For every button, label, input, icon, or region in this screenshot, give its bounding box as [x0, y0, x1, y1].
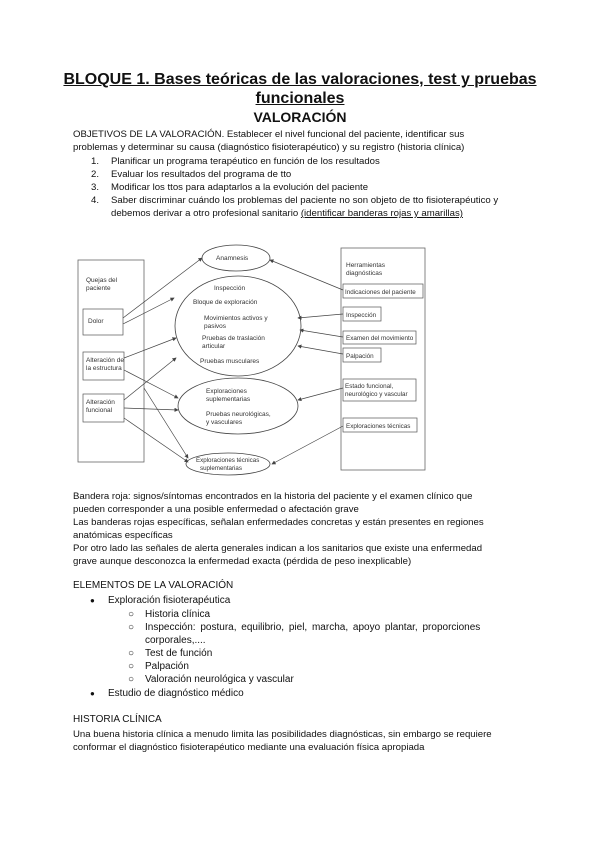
alteracion-funcional-line-1: Alteración — [86, 399, 115, 406]
title-line-1: BLOQUE 1. Bases teóricas de las valoraciones, test y pruebas — [63, 71, 537, 88]
examen-label: Examen del movimiento — [346, 335, 414, 342]
indicaciones-label: Indicaciones del paciente — [345, 289, 416, 296]
neurologicas-line-1: Pruebas neurológicas, — [206, 411, 271, 418]
exploraciones-line-1: Exploraciones — [206, 388, 247, 395]
estado-line-1: Estado funcional, — [345, 383, 394, 390]
r-tecnicas-label: Exploraciones técnicas — [346, 423, 411, 430]
movimientos-line-2: pasivos — [204, 323, 227, 330]
arrow-examen-exploracion — [300, 330, 343, 337]
sub-item-text: Historia clínica — [145, 609, 211, 620]
exploraciones-line-2: suplementarias — [206, 396, 251, 403]
list-number: 3. — [91, 182, 100, 193]
bandera-line: pueden corresponder a una posible enfermedad o afectación grave — [73, 504, 359, 515]
sub-item-text: corporales,.... — [145, 635, 206, 646]
list-item — [91, 194, 528, 207]
sub-item-text: Valoración neurológica y vascular — [145, 674, 294, 685]
historia-line-1: Una buena historia clínica a menudo limita las posibilidades diagnósticas, sin embargo se requiere — [73, 729, 492, 740]
traslacion-line-2: articular — [202, 343, 226, 350]
arrow-inspeccion-exploracion — [298, 314, 343, 318]
exploracion-label: Exploración fisioterapéutica — [108, 595, 231, 606]
elementos-list — [90, 594, 530, 704]
left-title-line-2: paciente — [86, 285, 111, 292]
list-item — [91, 168, 528, 181]
bloque-label: Bloque de exploración — [193, 299, 258, 306]
sub-item-text: Test de función — [145, 648, 213, 659]
list-text: Evaluar los resultados del programa de tto — [111, 169, 292, 180]
list-item — [128, 660, 528, 673]
tecnicas-line-2: suplementarias — [200, 465, 242, 472]
traslacion-line-1: Pruebas de traslación — [202, 335, 265, 342]
objetivos-line-1: OBJETIVOS DE LA VALORACIÓN. Establecer el nivel funcional del paciente, identificar sus — [73, 129, 465, 140]
objetivos-line-2: problemas y determinar su causa (diagnóstico fisioterapéutico) y su registro (historia clínica) — [73, 142, 465, 153]
list-text: Modificar los ttos para adaptarlos a la evolución del paciente — [111, 182, 369, 193]
bullet-icon: ● — [90, 596, 95, 605]
arrow-estado-exploraciones — [298, 388, 343, 400]
list-item — [128, 621, 528, 634]
arrow-tecnicas-tecnicas — [272, 426, 343, 464]
circle-bullet-icon: ○ — [128, 674, 135, 685]
arrow-estructura-tecnicas — [144, 388, 188, 458]
page-title — [60, 70, 540, 108]
list-text: Planificar un programa terapéutico en función de los resultados — [111, 156, 380, 167]
list-item — [128, 647, 528, 660]
list-item — [91, 155, 528, 168]
left-title-line-1: Quejas del — [86, 277, 118, 284]
section-title-valoracion: VALORACIÓN — [253, 109, 347, 125]
bullet-icon: ● — [90, 689, 95, 698]
sub-item-text: Palpación — [145, 661, 189, 672]
list-item — [128, 673, 528, 686]
arrow-indicaciones-anamnesis — [270, 260, 343, 290]
arrow-palpacion-exploracion — [298, 346, 343, 354]
bandera-line: Por otro lado las señales de alerta generales indican a los sanitarios que existe una enfermedad — [73, 543, 483, 554]
historia-heading: HISTORIA CLÍNICA — [73, 714, 162, 725]
objetivos-list — [91, 155, 528, 225]
bandera-line: grave aunque desconozca la enfermedad exacta (pérdida de peso inexplicable) — [73, 556, 412, 567]
sub-item-text: Inspección: postura, equilibrio, piel, marcha, apoyo plantar, proporciones — [145, 622, 481, 633]
circle-bullet-icon: ○ — [128, 648, 135, 659]
bandera-line: anatómicas específicas — [73, 530, 173, 541]
list-text: debemos derivar a otro profesional sanitario — [111, 208, 299, 219]
elementos-heading: ELEMENTOS DE LA VALORACIÓN — [73, 580, 234, 591]
movimientos-line-1: Movimientos activos y — [204, 315, 268, 322]
herramientas-line-1: Herramientas — [346, 262, 386, 269]
herramientas-line-2: diagnósticas — [346, 270, 383, 277]
bandera-paragraph — [73, 490, 528, 568]
list-item — [90, 594, 231, 607]
musculares-label: Pruebas musculares — [200, 358, 260, 365]
banderas-link-text: (identificar banderas rojas y amarillas) — [300, 208, 463, 219]
alteracion-estructura-line-2: la estructura — [86, 365, 122, 372]
estudio-label: Estudio de diagnóstico médico — [108, 688, 244, 699]
objetivos-paragraph — [73, 128, 528, 154]
inspeccion-label: Inspección — [214, 285, 246, 292]
list-item — [128, 608, 528, 621]
list-item — [90, 687, 244, 700]
alteracion-funcional-line-2: funcional — [86, 407, 113, 414]
list-number: 1. — [91, 156, 100, 167]
title-line-2: funcionales — [255, 90, 345, 107]
list-item-continuation — [111, 207, 528, 220]
valoracion-diagram — [76, 238, 428, 476]
r-inspeccion-label: Inspección — [346, 312, 377, 319]
list-number: 4. — [91, 195, 100, 206]
bandera-line: Las banderas rojas específicas, señalan enfermedades concretas y están presentes en regiones — [73, 517, 484, 528]
neurologicas-line-2: y vasculares — [206, 419, 243, 426]
estado-line-2: neurológico y vascular — [345, 391, 408, 398]
circle-bullet-icon: ○ — [128, 661, 135, 672]
bandera-line: Bandera roja: signos/síntomas encontrados en la historia del paciente y el examen clínico que — [73, 491, 473, 502]
list-item — [91, 181, 528, 194]
list-number: 2. — [91, 169, 100, 180]
circle-bullet-icon: ○ — [128, 609, 135, 620]
list-text: Saber discriminar cuándo los problemas del paciente no son objeto de tto fisioterapéutico y — [111, 195, 499, 206]
historia-paragraph — [73, 728, 528, 754]
dolor-label: Dolor — [88, 318, 104, 325]
anamnesis-label: Anamnesis — [216, 255, 249, 262]
palpacion-label: Palpación — [346, 353, 374, 360]
circle-bullet-icon: ○ — [128, 622, 135, 633]
historia-line-2: conformar el diagnóstico fisioterapéutico mediante una evaluación física apropiada — [73, 742, 425, 753]
tecnicas-line-1: Exploraciones técnicas — [196, 457, 260, 464]
list-item-continuation — [145, 634, 525, 647]
alteracion-estructura-line-1: Alteración de — [86, 357, 124, 364]
